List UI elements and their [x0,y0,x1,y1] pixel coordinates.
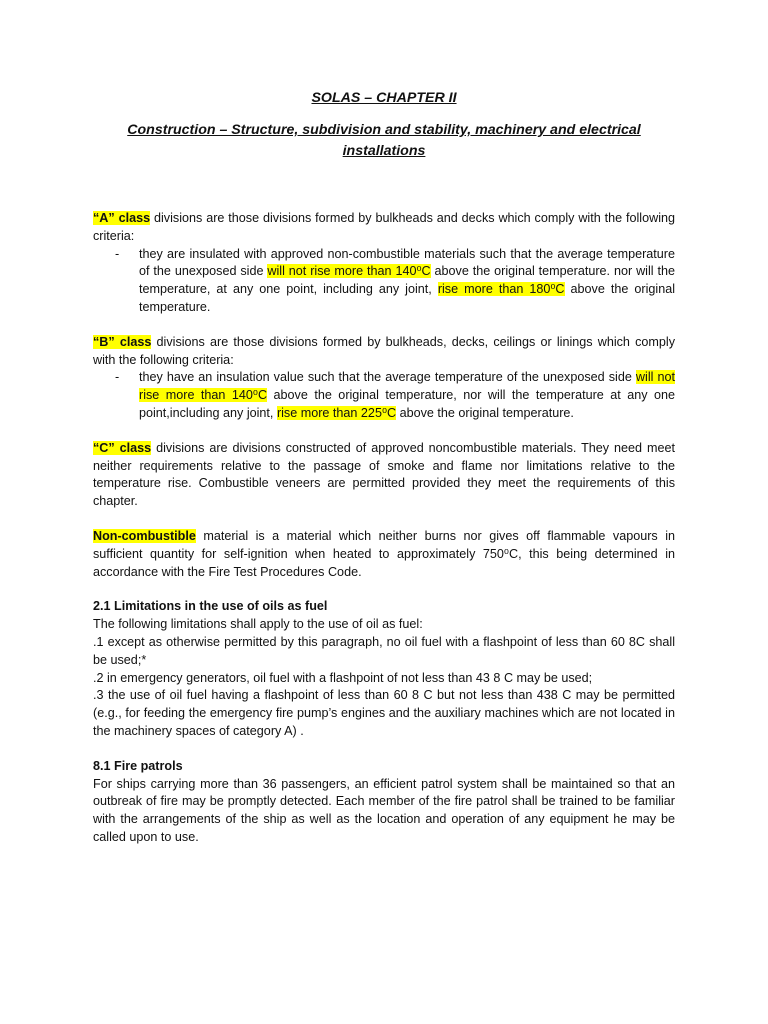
class-a-term: “A” class [93,211,151,225]
section-2-1 [93,598,675,740]
class-b-bullet-text [139,369,675,422]
section-8-1-heading: 8.1 Fire patrols [93,758,183,773]
class-c-section [93,440,675,511]
bullet-dash: - [115,246,120,261]
document-subtitle: Construction – Structure, subdivision and stability, machinery and electrical installations [127,122,641,159]
class-b-term: “B” class [93,334,152,349]
noncombustible-section [93,528,675,581]
class-c-paragraph [93,440,675,511]
document-body [93,88,675,847]
class-b-intro-text: divisions are those divisions formed by bulkheads, decks, ceilings or linings which comply with the following criteria: [93,334,675,367]
section-2-1-intro: The following limitations shall apply to the use of oil as fuel: [93,617,423,632]
class-a-section [93,210,675,317]
section-2-1-item-3: .3 the use of oil fuel having a flashpoint of less than 60 8 C but not less than 438 C may be permitted (e.g., for feeding the emergency fire pump’s engines and the auxiliary machines which are not located in the machinery spaces of category A) . [93,688,675,738]
section-8-1 [93,758,675,847]
section-2-1-heading: 2.1 Limitations in the use of oils as fuel [93,599,328,614]
class-a-b2: above the original temperature. nor will the temperature, at any one point, including any joint, [139,264,675,297]
class-b-intro [93,334,675,370]
class-a-hl-180: rise more than 180⁰C [437,282,565,297]
class-a-hl-140: will not rise more than 140⁰C [267,264,431,279]
class-a-bullet [93,246,675,317]
class-b-b3: above the original temperature. [396,405,574,420]
class-b-hl-225: rise more than 225⁰C [276,405,397,420]
noncombustible-paragraph [93,528,675,581]
noncombustible-term: Non-combustible [93,528,196,543]
class-b-b2: above the original temperature, nor will the temperature at any one point,including any joint, [139,388,676,420]
class-a-b3: above the original temperature. [139,282,676,314]
class-c-term: “C” class [93,440,152,455]
class-a-intro [93,210,675,246]
class-b-section [93,334,675,423]
bullet-dash: - [115,370,120,385]
class-c-text: divisions are divisions constructed of approved noncombustible materials. They need meet neither requirements relative to the passage of smoke and flame nor limitations relative to the temperature rise. Combustible veneers are permitted provided they meet the requirements of this chapter. [93,440,675,509]
class-b-bullet [93,369,675,422]
class-b-hl-140: will not rise more than 140⁰C [139,370,676,403]
section-2-1-item-2: .2 in emergency generators, oil fuel with a flashpoint of not less than 43 8 C may be used; [93,670,593,685]
class-a-intro-text: divisions are those divisions formed by bulkheads and decks which comply with the following criteria: [93,211,676,243]
class-b-b1: they have an insulation value such that the average temperature of the unexposed side [139,370,636,385]
noncombustible-text: material is a material which neither burns nor gives off flammable vapours in sufficient quantity for self-ignition when heated to approximately 750⁰C, this being determined in accordance with the Fire Test Procedures Code. [93,528,675,579]
document-title: SOLAS – CHAPTER II [311,90,457,106]
class-a-b1: they are insulated with approved non-combustible materials such that the average temperature of the unexposed side [139,246,675,279]
section-8-1-text: For ships carrying more than 36 passengers, an efficient patrol system shall be maintained so that an outbreak of fire may be promptly detected. Each member of the fire patrol shall be trained to be familiar with the arrangements of the ship as well as the location and operation of any equipment he may be called upon to use. [93,776,675,844]
class-a-bullet-text [139,246,675,317]
section-2-1-item-1: .1 except as otherwise permitted by this paragraph, no oil fuel with a flashpoint of less than 60 8C shall be used;* [93,634,675,667]
